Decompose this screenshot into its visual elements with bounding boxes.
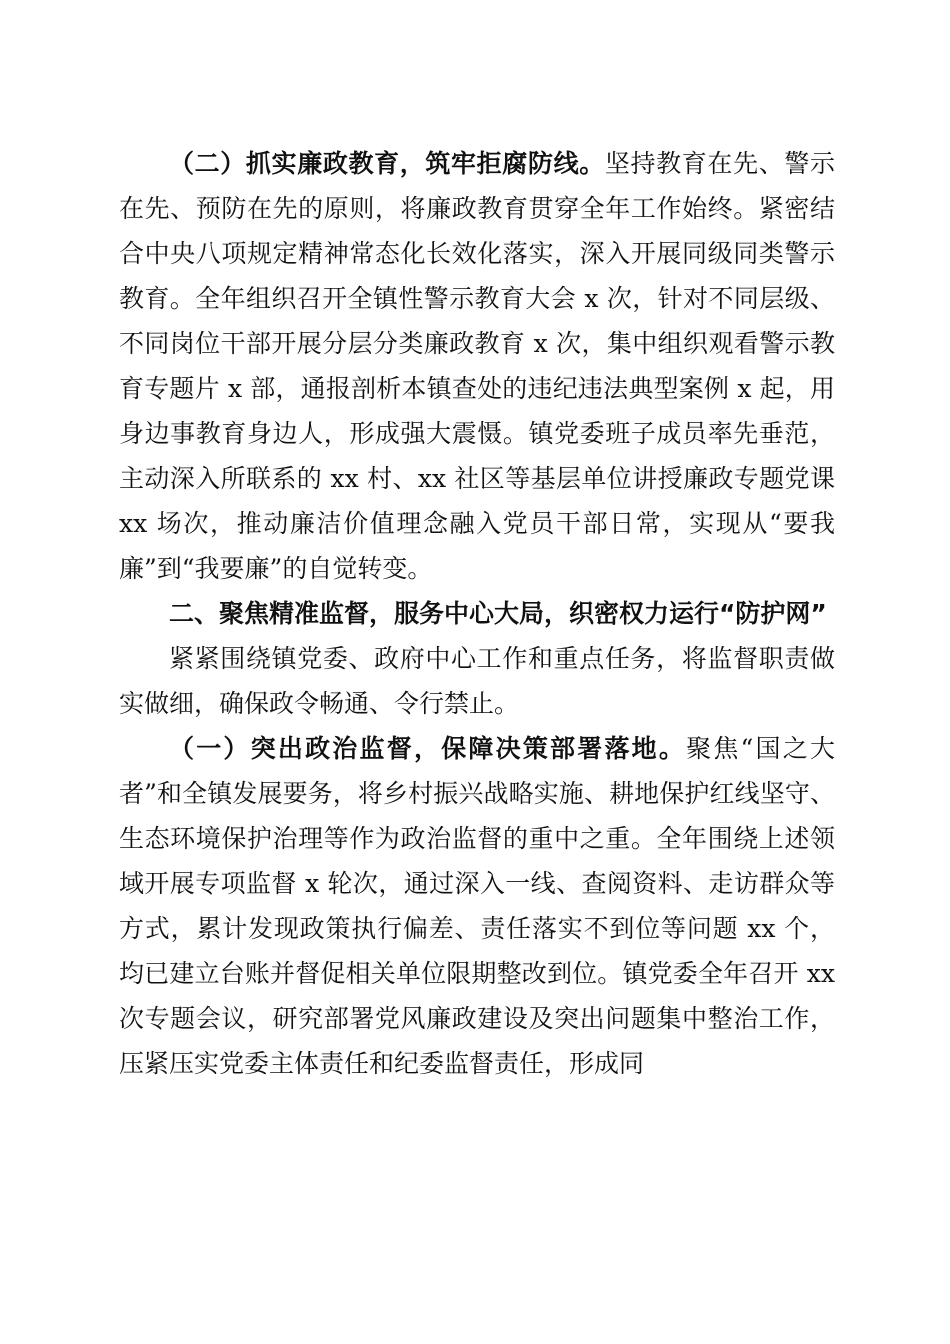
paragraph-body: 坚持教育在先、警示在先、预防在先的原则，将廉政教育贯穿全年工作始终。紧密结合中央八项规定精神常态化长效化落实，深入开展同级同类警示教育。全年组织召开全镇性警示教育大会 x 次，针对不同层级、不同岗位干部开展分层分类廉政教育 x 次，集中组织观看警示教育专题片 x 部，通报剖析本镇查处的违纪违法典型案例 x 起，用身边事教育身边人，形成强大震慑。镇党委班子成员率先垂范，主动深入所联系的 xx 村、xx 社区等基层单位讲授廉政专题党课 xx 场次，推动廉洁价值理念融入党员干部日常，实现从“要我廉”到“我要廉”的自觉转变。 — [119, 149, 835, 583]
document-page — [119, 141, 835, 1086]
paragraph-anti-corruption-education — [119, 141, 835, 591]
section-intro: 紧紧围绕镇党委、政府中心工作和重点任务，将监督职责做实做细，确保政令畅通、令行禁止。 — [119, 644, 835, 718]
section-heading: 二、聚焦精准监督，服务中心大局，织密权力运行“防护网” — [169, 599, 827, 628]
subsection-body: 聚焦“国之大者”和全镇发展要务，将乡村振兴战略实施、耕地保护红线坚守、生态环境保护治理等作为政治监督的重中之重。全年围绕上述领域开展专项监督 x 轮次，通过深入一线、查阅资料、走访群众等方式，累计发现政策执行偏差、责任落实不到位等问题 xx 个，均已建立台账并督促相关单位限期整改到位。镇党委全年召开 xx 次专题会议，研究部署党风廉政建设及突出问题集中整治工作，压紧压实党委主体责任和纪委监督责任，形成同 — [119, 734, 835, 1078]
subsection-lead: （一）突出政治监督，保障决策部署落地。 — [169, 734, 687, 763]
paragraph-political-supervision — [119, 726, 835, 1086]
paragraph-lead: （二）抓实廉政教育，筑牢拒腐防线。 — [169, 149, 605, 178]
